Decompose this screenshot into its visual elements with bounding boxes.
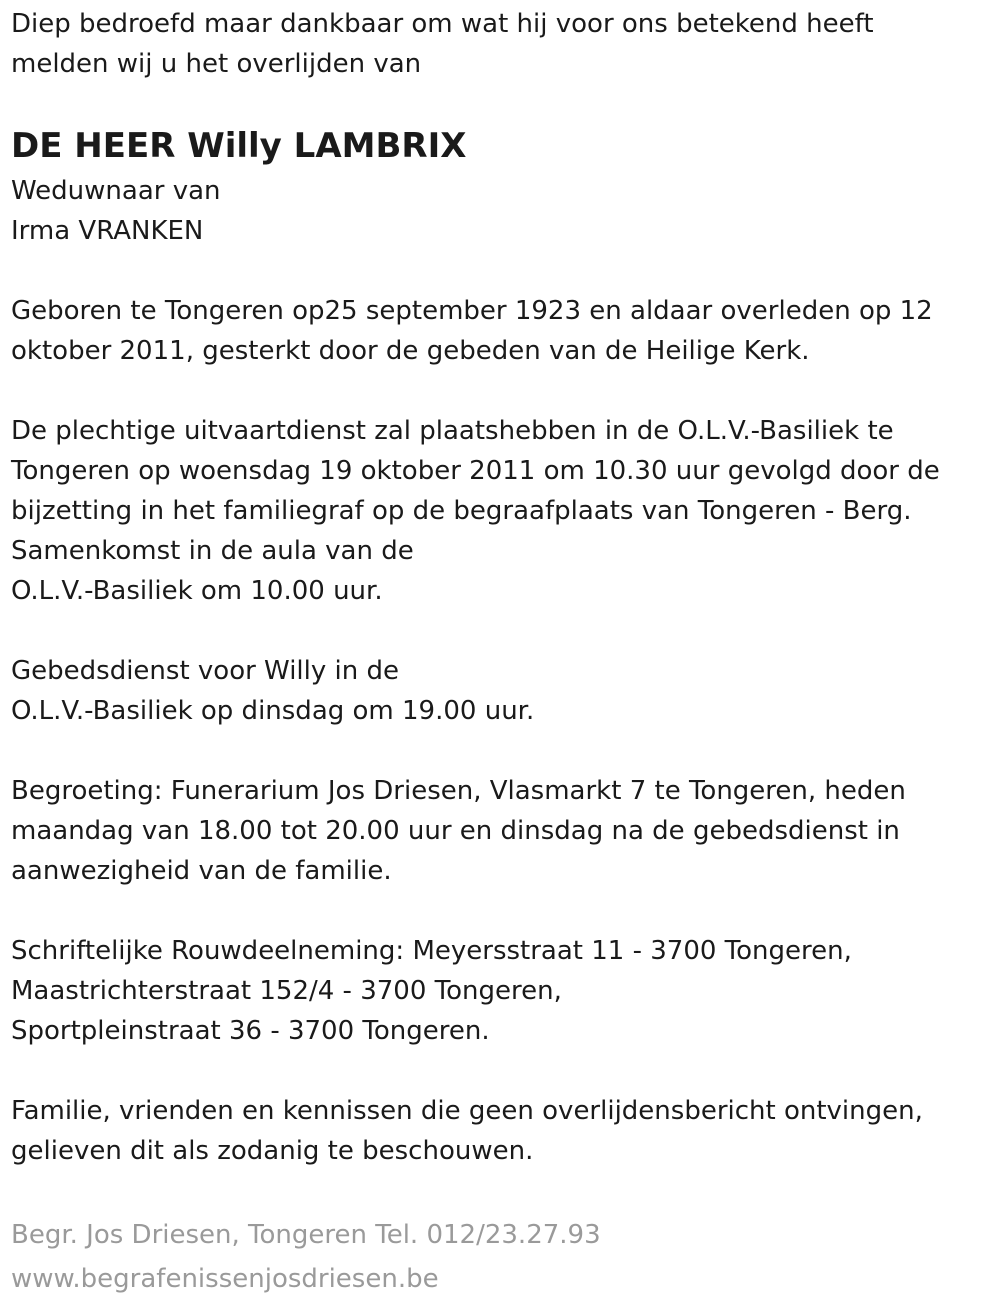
funeral-line: O.L.V.-Basiliek om 10.00 uur. bbox=[11, 576, 383, 606]
widower-block bbox=[11, 171, 991, 251]
funeral-line: Tongeren op woensdag 19 oktober 2011 om 10.30 uur gevolgd door de bbox=[11, 456, 940, 486]
prayer-line: Gebedsdienst voor Willy in de bbox=[11, 656, 399, 686]
birth-line: Geboren te Tongeren op25 september 1923 en aldaar overleden op 12 bbox=[11, 296, 933, 326]
condolences-paragraph bbox=[11, 931, 991, 1051]
paragraph-spacer bbox=[11, 891, 991, 931]
closing-line: Familie, vrienden en kennissen die geen overlijdensbericht ontvingen, bbox=[11, 1096, 923, 1126]
condolences-line: Sportpleinstraat 36 - 3700 Tongeren. bbox=[11, 1016, 490, 1046]
greeting-paragraph bbox=[11, 771, 991, 891]
intro-line: melden wij u het overlijden van bbox=[11, 49, 422, 79]
deceased-name: DE HEER Willy LAMBRIX bbox=[11, 126, 467, 166]
greeting-line: maandag van 18.00 tot 20.00 uur en dinsdag na de gebedsdienst in bbox=[11, 816, 900, 846]
funeral-line: Samenkomst in de aula van de bbox=[11, 536, 414, 566]
paragraph-spacer bbox=[11, 731, 991, 771]
funeral-home-website: www.begrafenissenjosdriesen.be bbox=[11, 1264, 439, 1294]
closing-paragraph bbox=[11, 1091, 991, 1171]
paragraph-spacer bbox=[11, 611, 991, 651]
intro-line: Diep bedroefd maar dankbaar om wat hij voor ons betekend heeft bbox=[11, 9, 874, 39]
paragraph-spacer bbox=[11, 251, 991, 291]
funeral-home-contact: Begr. Jos Driesen, Tongeren Tel. 012/23.27.93 bbox=[11, 1220, 601, 1250]
widower-label: Weduwnaar van bbox=[11, 176, 221, 206]
birth-paragraph bbox=[11, 291, 991, 371]
birth-line: oktober 2011, gesterkt door de gebeden van de Heilige Kerk. bbox=[11, 336, 810, 366]
prayer-paragraph bbox=[11, 651, 991, 731]
condolences-line: Maastrichterstraat 152/4 - 3700 Tongeren, bbox=[11, 976, 562, 1006]
condolences-line: Schriftelijke Rouwdeelneming: Meyersstraat 11 - 3700 Tongeren, bbox=[11, 936, 852, 966]
funeral-line: De plechtige uitvaartdienst zal plaatshebben in de O.L.V.-Basiliek te bbox=[11, 416, 894, 446]
funeral-line: bijzetting in het familiegraf op de begraafplaats van Tongeren - Berg. bbox=[11, 496, 912, 526]
prayer-line: O.L.V.-Basiliek op dinsdag om 19.00 uur. bbox=[11, 696, 535, 726]
intro-paragraph bbox=[11, 4, 991, 84]
footer bbox=[11, 1213, 991, 1301]
greeting-line: aanwezigheid van de familie. bbox=[11, 856, 392, 886]
funeral-paragraph bbox=[11, 411, 991, 611]
spouse-name: Irma VRANKEN bbox=[11, 216, 204, 246]
paragraph-spacer bbox=[11, 1051, 991, 1091]
footer-spacer bbox=[11, 1171, 991, 1213]
obituary-notice bbox=[11, 4, 991, 1301]
closing-line: gelieven dit als zodanig te beschouwen. bbox=[11, 1136, 534, 1166]
paragraph-spacer bbox=[11, 371, 991, 411]
greeting-line: Begroeting: Funerarium Jos Driesen, Vlasmarkt 7 te Tongeren, heden bbox=[11, 776, 906, 806]
